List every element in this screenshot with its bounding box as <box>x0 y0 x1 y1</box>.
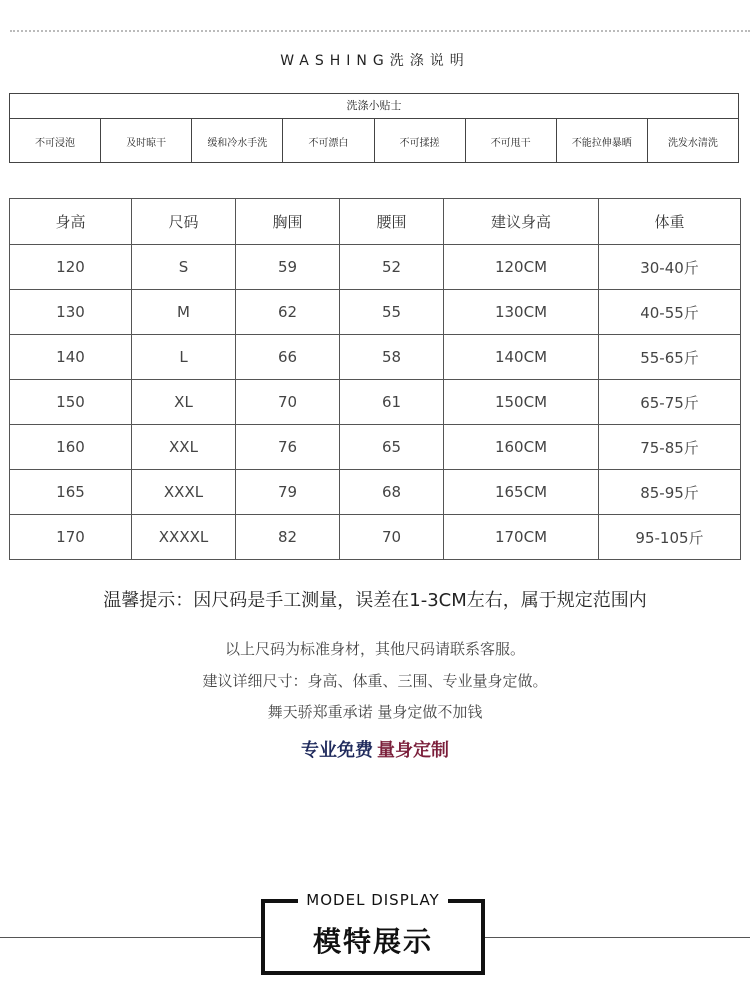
table-row <box>10 470 741 515</box>
cell-weight: 65-75斤 <box>599 380 741 425</box>
cell-weight: 75-85斤 <box>599 425 741 470</box>
cell-waist: 52 <box>340 245 444 290</box>
cell-chest: 70 <box>236 380 340 425</box>
model-display-en: MODEL DISPLAY <box>298 891 448 909</box>
care-item: 不可甩干 <box>466 119 557 163</box>
cell-waist: 55 <box>340 290 444 335</box>
cell-suggested-height: 130CM <box>444 290 599 335</box>
measurement-tip: 温馨提示：因尺码是手工测量，误差在1-3CM左右，属于规定范围内 <box>103 590 647 611</box>
cell-size: XL <box>132 380 236 425</box>
cell-waist: 70 <box>340 515 444 560</box>
cell-suggested-height: 170CM <box>444 515 599 560</box>
cell-weight: 40-55斤 <box>599 290 741 335</box>
care-item: 缓和冷水手洗 <box>192 119 283 163</box>
header-height: 身高 <box>10 199 132 245</box>
washing-title: WASHING洗涤说明 <box>280 53 470 69</box>
cell-height: 165 <box>10 470 132 515</box>
size-table <box>9 198 741 560</box>
model-display-title: 模特展示 <box>312 925 433 958</box>
table-header-row <box>10 199 741 245</box>
promo-free: 专业免费 <box>301 740 373 761</box>
cell-waist: 68 <box>340 470 444 515</box>
cell-height: 150 <box>10 380 132 425</box>
cell-chest: 79 <box>236 470 340 515</box>
cell-suggested-height: 150CM <box>444 380 599 425</box>
cell-weight: 95-105斤 <box>599 515 741 560</box>
cell-waist: 61 <box>340 380 444 425</box>
table-row <box>10 245 741 290</box>
care-item: 不可揉搓 <box>375 119 466 163</box>
care-item: 不能拉伸暴晒 <box>557 119 648 163</box>
table-row <box>10 380 741 425</box>
promo-line <box>0 736 750 762</box>
table-row <box>10 290 741 335</box>
cell-height: 140 <box>10 335 132 380</box>
cell-suggested-height: 160CM <box>444 425 599 470</box>
cell-chest: 82 <box>236 515 340 560</box>
cell-height: 170 <box>10 515 132 560</box>
care-item: 不可浸泡 <box>10 119 101 163</box>
cell-size: XXXXL <box>132 515 236 560</box>
cell-size: M <box>132 290 236 335</box>
care-item: 不可漂白 <box>283 119 374 163</box>
washing-tips-row <box>10 119 738 163</box>
table-row <box>10 335 741 380</box>
care-item: 洗发水清洗 <box>667 137 718 149</box>
cell-size: XXXL <box>132 470 236 515</box>
note-line: 以上尺码为标准身材，其他尺码请联系客服。 <box>224 640 525 658</box>
cell-weight: 55-65斤 <box>599 335 741 380</box>
cell-chest: 62 <box>236 290 340 335</box>
cell-weight: 85-95斤 <box>599 470 741 515</box>
cell-size: S <box>132 245 236 290</box>
cell-height: 160 <box>10 425 132 470</box>
cell-waist: 65 <box>340 425 444 470</box>
cell-size: XXL <box>132 425 236 470</box>
dotted-divider <box>10 30 750 32</box>
washing-tips-panel <box>9 93 739 163</box>
washing-tips-title: 洗涤小贴士 <box>10 94 738 119</box>
table-row <box>10 425 741 470</box>
table-row <box>10 515 741 560</box>
cell-chest: 59 <box>236 245 340 290</box>
cell-height: 130 <box>10 290 132 335</box>
header-suggested-height: 建议身高 <box>444 199 599 245</box>
header-waist: 腰围 <box>340 199 444 245</box>
header-weight: 体重 <box>599 199 741 245</box>
promo-custom: 量身定制 <box>377 740 449 761</box>
cell-weight: 30-40斤 <box>599 245 741 290</box>
cell-chest: 66 <box>236 335 340 380</box>
cell-suggested-height: 120CM <box>444 245 599 290</box>
cell-waist: 58 <box>340 335 444 380</box>
cell-suggested-height: 165CM <box>444 470 599 515</box>
care-item: 及时晾干 <box>101 119 192 163</box>
cell-height: 120 <box>10 245 132 290</box>
header-chest: 胸围 <box>236 199 340 245</box>
note-line: 建议详细尺寸：身高、体重、三围、专业量身定做。 <box>202 672 548 690</box>
header-size: 尺码 <box>132 199 236 245</box>
cell-size: L <box>132 335 236 380</box>
note-line: 舞天骄郑重承诺 量身定做不加钱 <box>267 703 483 721</box>
cell-suggested-height: 140CM <box>444 335 599 380</box>
cell-chest: 76 <box>236 425 340 470</box>
